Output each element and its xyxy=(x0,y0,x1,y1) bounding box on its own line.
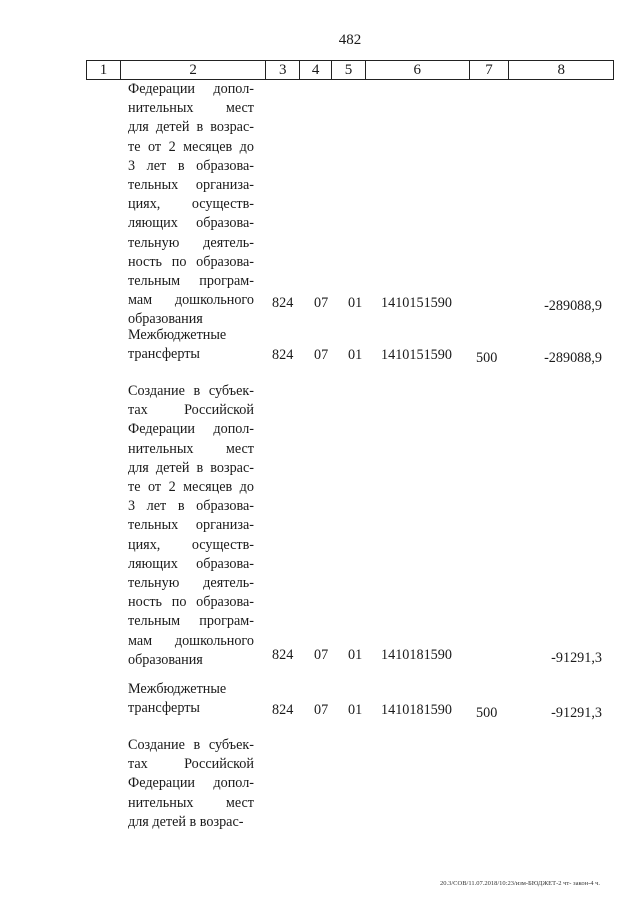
text-line: те от 2 месяцев до xyxy=(128,138,254,155)
text-line: тельную деятель- xyxy=(128,234,254,251)
row-description xyxy=(128,382,254,670)
text-line: Федерации допол- xyxy=(128,421,254,438)
header-cell-6: 6 xyxy=(366,61,470,79)
text-line: ность по образова- xyxy=(128,594,254,611)
cell-pr: 01 xyxy=(348,702,363,718)
text-line: Межбюджетные xyxy=(128,681,227,697)
text-line: для детей в возрас- xyxy=(128,813,244,830)
text-line: тах Российской xyxy=(128,402,254,419)
cell-cs: 1410181590 xyxy=(381,702,452,718)
header-cell-2: 2 xyxy=(121,61,266,79)
cell-pr: 01 xyxy=(348,347,363,363)
text-line: тах Российской xyxy=(128,756,254,773)
cell-rz: 07 xyxy=(314,647,329,663)
cell-gl: 824 xyxy=(272,347,294,363)
row-description xyxy=(128,326,254,364)
text-line: тельным програм- xyxy=(128,613,254,630)
text-line: Федерации допол- xyxy=(128,81,254,97)
text-line: мам дошкольного xyxy=(128,632,254,649)
text-line: 3 лет в образова- xyxy=(128,157,254,174)
cell-cs: 1410151590 xyxy=(381,347,452,363)
cell-pr: 01 xyxy=(348,295,363,311)
text-line: 3 лет в образова- xyxy=(128,498,254,515)
footer-stamp: 20.3/СОВ/11.07.2018/10:23/изм-БЮДЖЕТ-2 чт- закон-4 ч. xyxy=(439,880,600,887)
text-line: образования xyxy=(128,311,203,328)
text-line: Создание в субъек- xyxy=(128,383,254,399)
text-line: нительных мест xyxy=(128,794,254,811)
header-cell-1: 1 xyxy=(87,61,121,79)
cell-cs: 1410151590 xyxy=(381,295,452,311)
text-line: ность по образова- xyxy=(128,253,254,270)
text-line: мам дошкольного xyxy=(128,292,254,309)
header-cell-3: 3 xyxy=(266,61,300,79)
cell-rz: 07 xyxy=(314,347,329,363)
text-line: трансферты xyxy=(128,700,200,717)
text-line: тельных организа- xyxy=(128,177,254,194)
row-description xyxy=(128,80,254,330)
text-line: ляющих образова- xyxy=(128,215,254,232)
cell-rz: 07 xyxy=(314,702,329,718)
cell-gl: 824 xyxy=(272,647,294,663)
header-cell-7: 7 xyxy=(470,61,510,79)
cell-vr: 500 xyxy=(476,705,498,721)
cell-vr: 500 xyxy=(476,350,498,366)
text-line: тельным програм- xyxy=(128,273,254,290)
text-line: те от 2 месяцев до xyxy=(128,479,254,496)
table-header-row xyxy=(86,60,614,80)
text-line: циях, осуществ- xyxy=(128,196,254,213)
text-line: нительных мест xyxy=(128,440,254,457)
cell-pr: 01 xyxy=(348,647,363,663)
text-line: трансферты xyxy=(128,346,200,363)
cell-gl: 824 xyxy=(272,295,294,311)
cell-sum: -91291,3 xyxy=(551,705,602,721)
cell-rz: 07 xyxy=(314,295,329,311)
text-line: для детей в возрас- xyxy=(128,459,254,476)
cell-sum: -289088,9 xyxy=(544,298,602,314)
cell-cs: 1410181590 xyxy=(381,647,452,663)
text-line: ляющих образова- xyxy=(128,555,254,572)
cell-sum: -91291,3 xyxy=(551,650,602,666)
text-line: нительных мест xyxy=(128,100,254,117)
text-line: циях, осуществ- xyxy=(128,536,254,553)
page-number: 482 xyxy=(338,32,362,48)
text-line: для детей в возрас- xyxy=(128,119,254,136)
text-line: тельных организа- xyxy=(128,517,254,534)
text-line: образования xyxy=(128,651,203,668)
cell-sum: -289088,9 xyxy=(544,350,602,366)
row-description xyxy=(128,736,254,832)
cell-gl: 824 xyxy=(272,702,294,718)
text-line: Федерации допол- xyxy=(128,775,254,792)
header-cell-5: 5 xyxy=(332,61,366,79)
header-cell-8: 8 xyxy=(557,62,565,78)
text-line: тельную деятель- xyxy=(128,575,254,592)
text-line: Межбюджетные xyxy=(128,327,227,343)
row-description xyxy=(128,680,254,718)
text-line: Создание в субъек- xyxy=(128,737,254,753)
header-cell-4: 4 xyxy=(300,61,332,79)
